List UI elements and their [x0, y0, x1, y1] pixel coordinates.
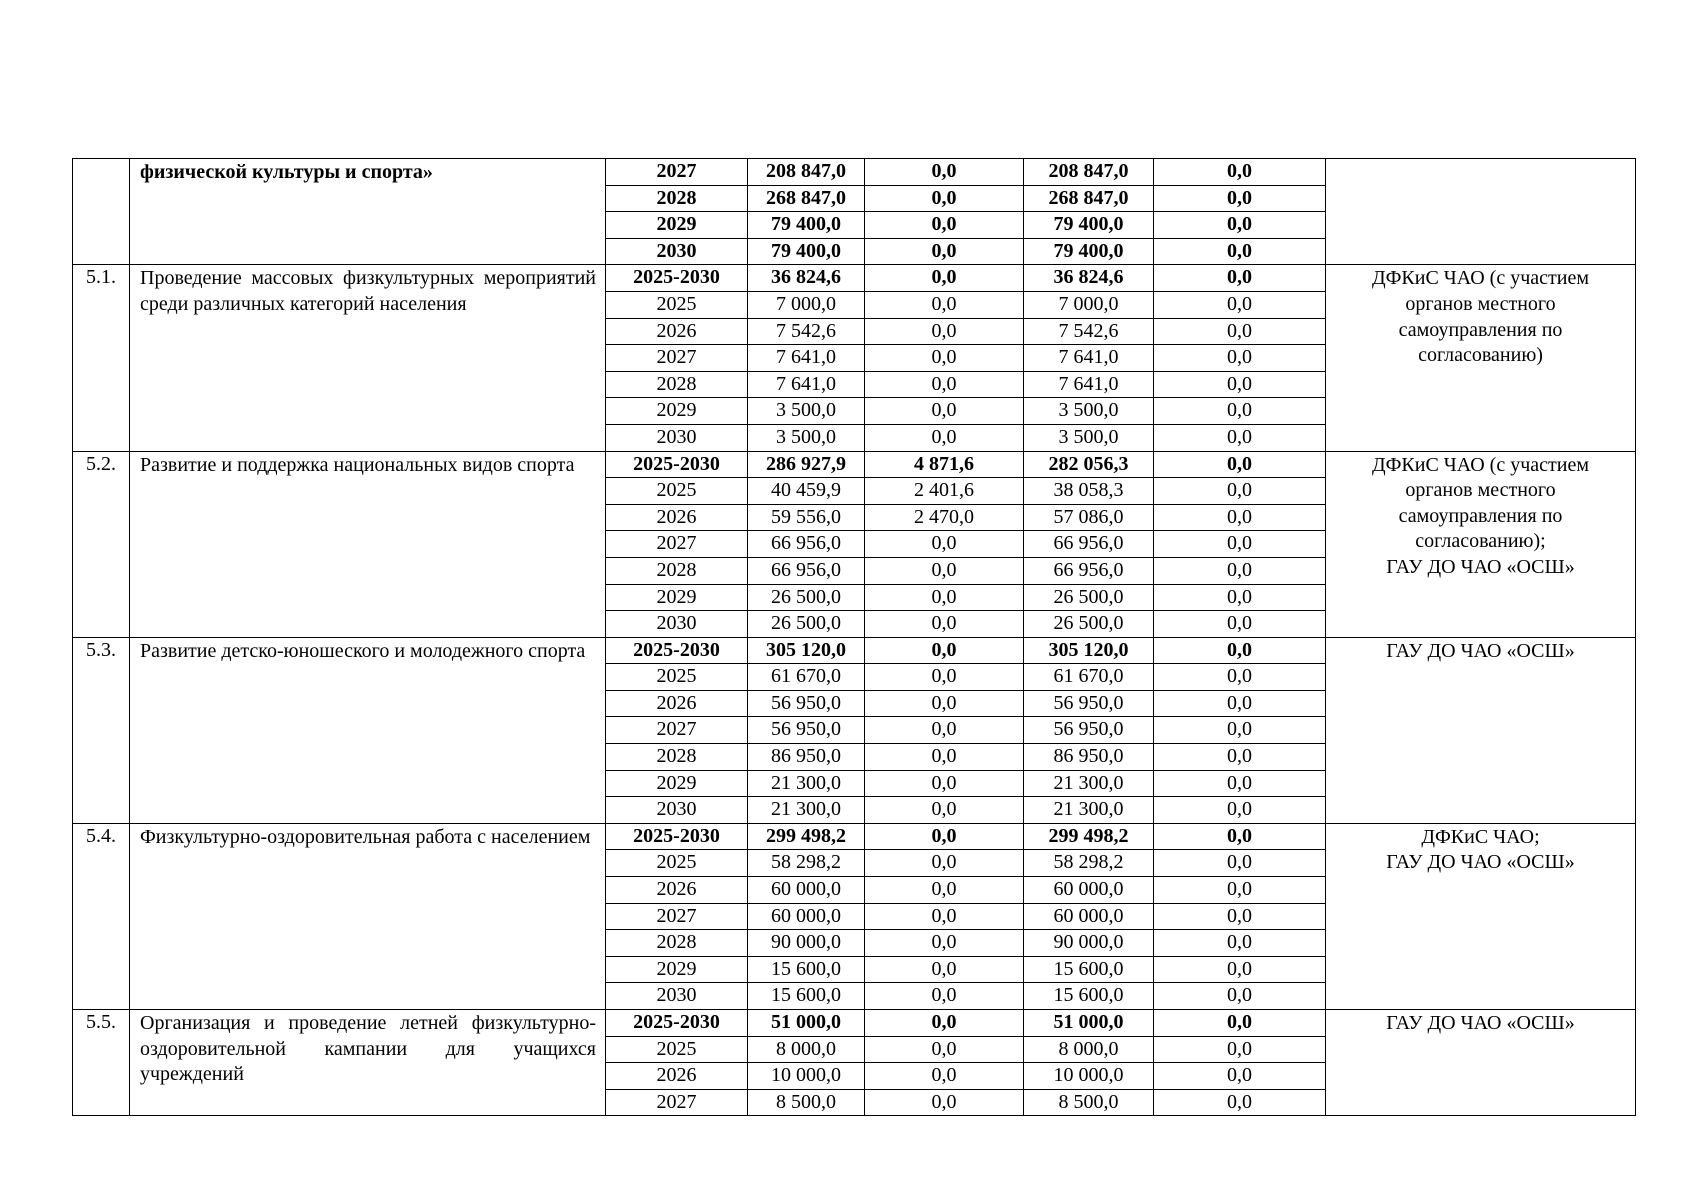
year-cell: 2026	[606, 690, 748, 717]
regional-budget-cell: 26 500,0	[1024, 611, 1154, 638]
regional-budget-cell: 3 500,0	[1024, 424, 1154, 451]
year-cell: 2027	[606, 1089, 748, 1116]
regional-budget-cell: 56 950,0	[1024, 717, 1154, 744]
item-number-cell: 5.2.	[73, 451, 130, 637]
other-sources-cell: 0,0	[1154, 903, 1326, 930]
item-name-cell: физической культуры и спорта»	[130, 159, 606, 265]
year-cell: 2027	[606, 345, 748, 372]
year-cell: 2025-2030	[606, 265, 748, 292]
regional-budget-cell: 10 000,0	[1024, 1063, 1154, 1090]
regional-budget-cell: 60 000,0	[1024, 877, 1154, 904]
total-cell: 56 950,0	[748, 690, 865, 717]
year-cell: 2025	[606, 664, 748, 691]
year-cell: 2025-2030	[606, 1010, 748, 1037]
regional-budget-cell: 299 498,2	[1024, 823, 1154, 850]
total-cell: 51 000,0	[748, 1010, 865, 1037]
total-cell: 8 500,0	[748, 1089, 865, 1116]
other-sources-cell: 0,0	[1154, 531, 1326, 558]
total-cell: 8 000,0	[748, 1036, 865, 1063]
federal-budget-cell: 0,0	[865, 531, 1024, 558]
regional-budget-cell: 79 400,0	[1024, 212, 1154, 239]
year-cell: 2027	[606, 159, 748, 186]
year-cell: 2025-2030	[606, 823, 748, 850]
total-cell: 10 000,0	[748, 1063, 865, 1090]
table-row	[73, 637, 1636, 664]
regional-budget-cell: 38 058,3	[1024, 478, 1154, 505]
other-sources-cell: 0,0	[1154, 956, 1326, 983]
federal-budget-cell: 0,0	[865, 398, 1024, 425]
responsible-cell	[1326, 265, 1636, 451]
federal-budget-cell: 0,0	[865, 212, 1024, 239]
regional-budget-cell: 90 000,0	[1024, 930, 1154, 957]
year-cell: 2027	[606, 531, 748, 558]
responsible-line: ДФКиС ЧАО;	[1421, 825, 1540, 848]
regional-budget-cell: 66 956,0	[1024, 557, 1154, 584]
total-cell: 58 298,2	[748, 850, 865, 877]
other-sources-cell: 0,0	[1154, 877, 1326, 904]
federal-budget-cell: 0,0	[865, 611, 1024, 638]
year-cell: 2029	[606, 770, 748, 797]
item-number-cell: 5.5.	[73, 1010, 130, 1116]
federal-budget-cell: 0,0	[865, 690, 1024, 717]
other-sources-cell: 0,0	[1154, 238, 1326, 265]
total-cell: 66 956,0	[748, 557, 865, 584]
responsible-line: ДФКиС ЧАО (с участием	[1371, 267, 1590, 290]
total-cell: 26 500,0	[748, 611, 865, 638]
total-cell: 7 542,6	[748, 318, 865, 345]
year-cell: 2025	[606, 478, 748, 505]
other-sources-cell: 0,0	[1154, 424, 1326, 451]
other-sources-cell: 0,0	[1154, 557, 1326, 584]
regional-budget-cell: 79 400,0	[1024, 238, 1154, 265]
year-cell: 2028	[606, 557, 748, 584]
regional-budget-cell: 7 641,0	[1024, 371, 1154, 398]
regional-budget-cell: 305 120,0	[1024, 637, 1154, 664]
total-cell: 208 847,0	[748, 159, 865, 186]
table-row	[73, 265, 1636, 292]
federal-budget-cell: 0,0	[865, 717, 1024, 744]
table-row	[73, 1010, 1636, 1037]
regional-budget-cell: 268 847,0	[1024, 185, 1154, 212]
regional-budget-cell: 57 086,0	[1024, 504, 1154, 531]
total-cell: 36 824,6	[748, 265, 865, 292]
total-cell: 90 000,0	[748, 930, 865, 957]
other-sources-cell: 0,0	[1154, 664, 1326, 691]
year-cell: 2030	[606, 611, 748, 638]
total-cell: 21 300,0	[748, 797, 865, 824]
total-cell: 56 950,0	[748, 717, 865, 744]
total-cell: 3 500,0	[748, 398, 865, 425]
federal-budget-cell: 0,0	[865, 1063, 1024, 1090]
table-row	[73, 823, 1636, 850]
other-sources-cell: 0,0	[1154, 265, 1326, 292]
regional-budget-cell: 8 500,0	[1024, 1089, 1154, 1116]
federal-budget-cell: 2 401,6	[865, 478, 1024, 505]
regional-budget-cell: 15 600,0	[1024, 983, 1154, 1010]
federal-budget-cell: 0,0	[865, 371, 1024, 398]
total-cell: 7 000,0	[748, 291, 865, 318]
federal-budget-cell: 0,0	[865, 318, 1024, 345]
federal-budget-cell: 0,0	[865, 557, 1024, 584]
responsible-line: ГАУ ДО ЧАО «ОСШ»	[1386, 851, 1575, 874]
federal-budget-cell: 0,0	[865, 637, 1024, 664]
responsible-line: самоуправления по	[1398, 504, 1563, 527]
other-sources-cell: 0,0	[1154, 744, 1326, 771]
federal-budget-cell: 0,0	[865, 797, 1024, 824]
year-cell: 2030	[606, 424, 748, 451]
year-cell: 2025	[606, 1036, 748, 1063]
other-sources-cell: 0,0	[1154, 823, 1326, 850]
federal-budget-cell: 0,0	[865, 159, 1024, 186]
regional-budget-cell: 56 950,0	[1024, 690, 1154, 717]
total-cell: 268 847,0	[748, 185, 865, 212]
other-sources-cell: 0,0	[1154, 451, 1326, 478]
regional-budget-cell: 8 000,0	[1024, 1036, 1154, 1063]
total-cell: 86 950,0	[748, 744, 865, 771]
responsible-cell	[1326, 451, 1636, 637]
federal-budget-cell: 0,0	[865, 584, 1024, 611]
responsible-cell	[1326, 823, 1636, 1009]
regional-budget-cell: 7 542,6	[1024, 318, 1154, 345]
federal-budget-cell: 0,0	[865, 770, 1024, 797]
other-sources-cell: 0,0	[1154, 690, 1326, 717]
federal-budget-cell: 0,0	[865, 850, 1024, 877]
year-cell: 2025-2030	[606, 451, 748, 478]
regional-budget-cell: 21 300,0	[1024, 797, 1154, 824]
responsible-cell	[1326, 159, 1636, 265]
total-cell: 60 000,0	[748, 903, 865, 930]
federal-budget-cell: 0,0	[865, 823, 1024, 850]
year-cell: 2026	[606, 318, 748, 345]
year-cell: 2029	[606, 584, 748, 611]
responsible-line: ДФКиС ЧАО (с участием	[1371, 453, 1590, 476]
federal-budget-cell: 0,0	[865, 744, 1024, 771]
year-cell: 2028	[606, 744, 748, 771]
item-name-cell: Проведение массовых физкультурных мероприятий среди различных категорий населения	[130, 265, 606, 451]
regional-budget-cell: 36 824,6	[1024, 265, 1154, 292]
regional-budget-cell: 208 847,0	[1024, 159, 1154, 186]
federal-budget-cell: 0,0	[865, 1089, 1024, 1116]
regional-budget-cell: 7 000,0	[1024, 291, 1154, 318]
total-cell: 59 556,0	[748, 504, 865, 531]
total-cell: 21 300,0	[748, 770, 865, 797]
federal-budget-cell: 0,0	[865, 877, 1024, 904]
other-sources-cell: 0,0	[1154, 1010, 1326, 1037]
federal-budget-cell: 0,0	[865, 1036, 1024, 1063]
responsible-cell	[1326, 1010, 1636, 1116]
other-sources-cell: 0,0	[1154, 1036, 1326, 1063]
responsible-line: согласованию);	[1415, 530, 1546, 553]
other-sources-cell: 0,0	[1154, 797, 1326, 824]
total-cell: 66 956,0	[748, 531, 865, 558]
federal-budget-cell: 0,0	[865, 291, 1024, 318]
federal-budget-cell: 0,0	[865, 185, 1024, 212]
funding-table	[72, 158, 1636, 1116]
responsible-line: ГАУ ДО ЧАО «ОСШ»	[1386, 555, 1575, 578]
total-cell: 15 600,0	[748, 956, 865, 983]
year-cell: 2030	[606, 983, 748, 1010]
total-cell: 60 000,0	[748, 877, 865, 904]
total-cell: 61 670,0	[748, 664, 865, 691]
table-body	[73, 159, 1636, 1116]
other-sources-cell: 0,0	[1154, 159, 1326, 186]
item-name-cell: Организация и проведение летней физкультурно-оздоровительной кампании для учащихся учреждений	[130, 1010, 606, 1116]
federal-budget-cell: 0,0	[865, 1010, 1024, 1037]
total-cell: 26 500,0	[748, 584, 865, 611]
year-cell: 2026	[606, 504, 748, 531]
other-sources-cell: 0,0	[1154, 478, 1326, 505]
federal-budget-cell: 0,0	[865, 956, 1024, 983]
year-cell: 2026	[606, 877, 748, 904]
other-sources-cell: 0,0	[1154, 584, 1326, 611]
federal-budget-cell: 0,0	[865, 983, 1024, 1010]
item-number-cell: 5.4.	[73, 823, 130, 1009]
regional-budget-cell: 15 600,0	[1024, 956, 1154, 983]
other-sources-cell: 0,0	[1154, 504, 1326, 531]
other-sources-cell: 0,0	[1154, 983, 1326, 1010]
total-cell: 305 120,0	[748, 637, 865, 664]
federal-budget-cell: 0,0	[865, 664, 1024, 691]
responsible-line: самоуправления по	[1398, 318, 1563, 341]
other-sources-cell: 0,0	[1154, 398, 1326, 425]
regional-budget-cell: 58 298,2	[1024, 850, 1154, 877]
regional-budget-cell: 26 500,0	[1024, 584, 1154, 611]
federal-budget-cell: 2 470,0	[865, 504, 1024, 531]
year-cell: 2029	[606, 956, 748, 983]
other-sources-cell: 0,0	[1154, 318, 1326, 345]
item-name-cell: Физкультурно-оздоровительная работа с населением	[130, 823, 606, 1009]
responsible-line: согласованию)	[1418, 344, 1543, 367]
item-name-cell: Развитие детско-юношеского и молодежного спорта	[130, 637, 606, 823]
other-sources-cell: 0,0	[1154, 637, 1326, 664]
total-cell: 7 641,0	[748, 345, 865, 372]
federal-budget-cell: 0,0	[865, 345, 1024, 372]
regional-budget-cell: 66 956,0	[1024, 531, 1154, 558]
other-sources-cell: 0,0	[1154, 611, 1326, 638]
item-number-cell: 5.1.	[73, 265, 130, 451]
federal-budget-cell: 0,0	[865, 903, 1024, 930]
total-cell: 15 600,0	[748, 983, 865, 1010]
federal-budget-cell: 0,0	[865, 930, 1024, 957]
year-cell: 2030	[606, 238, 748, 265]
other-sources-cell: 0,0	[1154, 291, 1326, 318]
other-sources-cell: 0,0	[1154, 371, 1326, 398]
total-cell: 79 400,0	[748, 238, 865, 265]
table-row	[73, 159, 1636, 186]
responsible-line: ГАУ ДО ЧАО «ОСШ»	[1386, 639, 1575, 662]
regional-budget-cell: 21 300,0	[1024, 770, 1154, 797]
federal-budget-cell: 4 871,6	[865, 451, 1024, 478]
year-cell: 2028	[606, 930, 748, 957]
year-cell: 2028	[606, 185, 748, 212]
regional-budget-cell: 51 000,0	[1024, 1010, 1154, 1037]
federal-budget-cell: 0,0	[865, 238, 1024, 265]
federal-budget-cell: 0,0	[865, 424, 1024, 451]
year-cell: 2027	[606, 903, 748, 930]
federal-budget-cell: 0,0	[865, 265, 1024, 292]
regional-budget-cell: 86 950,0	[1024, 744, 1154, 771]
item-name-cell: Развитие и поддержка национальных видов спорта	[130, 451, 606, 637]
year-cell: 2025-2030	[606, 637, 748, 664]
regional-budget-cell: 60 000,0	[1024, 903, 1154, 930]
responsible-line: органов местного	[1405, 292, 1556, 315]
regional-budget-cell: 3 500,0	[1024, 398, 1154, 425]
year-cell: 2025	[606, 850, 748, 877]
year-cell: 2025	[606, 291, 748, 318]
total-cell: 286 927,9	[748, 451, 865, 478]
total-cell: 7 641,0	[748, 371, 865, 398]
other-sources-cell: 0,0	[1154, 1063, 1326, 1090]
year-cell: 2029	[606, 212, 748, 239]
other-sources-cell: 0,0	[1154, 185, 1326, 212]
responsible-line: органов местного	[1405, 479, 1556, 502]
total-cell: 3 500,0	[748, 424, 865, 451]
year-cell: 2027	[606, 717, 748, 744]
responsible-cell	[1326, 637, 1636, 823]
year-cell: 2030	[606, 797, 748, 824]
regional-budget-cell: 7 641,0	[1024, 345, 1154, 372]
year-cell: 2028	[606, 371, 748, 398]
other-sources-cell: 0,0	[1154, 717, 1326, 744]
regional-budget-cell: 61 670,0	[1024, 664, 1154, 691]
regional-budget-cell: 282 056,3	[1024, 451, 1154, 478]
other-sources-cell: 0,0	[1154, 770, 1326, 797]
other-sources-cell: 0,0	[1154, 345, 1326, 372]
other-sources-cell: 0,0	[1154, 930, 1326, 957]
other-sources-cell: 0,0	[1154, 850, 1326, 877]
year-cell: 2026	[606, 1063, 748, 1090]
total-cell: 299 498,2	[748, 823, 865, 850]
total-cell: 40 459,9	[748, 478, 865, 505]
total-cell: 79 400,0	[748, 212, 865, 239]
table-row	[73, 451, 1636, 478]
item-number-cell	[73, 159, 130, 265]
other-sources-cell: 0,0	[1154, 212, 1326, 239]
other-sources-cell: 0,0	[1154, 1089, 1326, 1116]
year-cell: 2029	[606, 398, 748, 425]
item-number-cell: 5.3.	[73, 637, 130, 823]
responsible-line: ГАУ ДО ЧАО «ОСШ»	[1386, 1012, 1575, 1034]
